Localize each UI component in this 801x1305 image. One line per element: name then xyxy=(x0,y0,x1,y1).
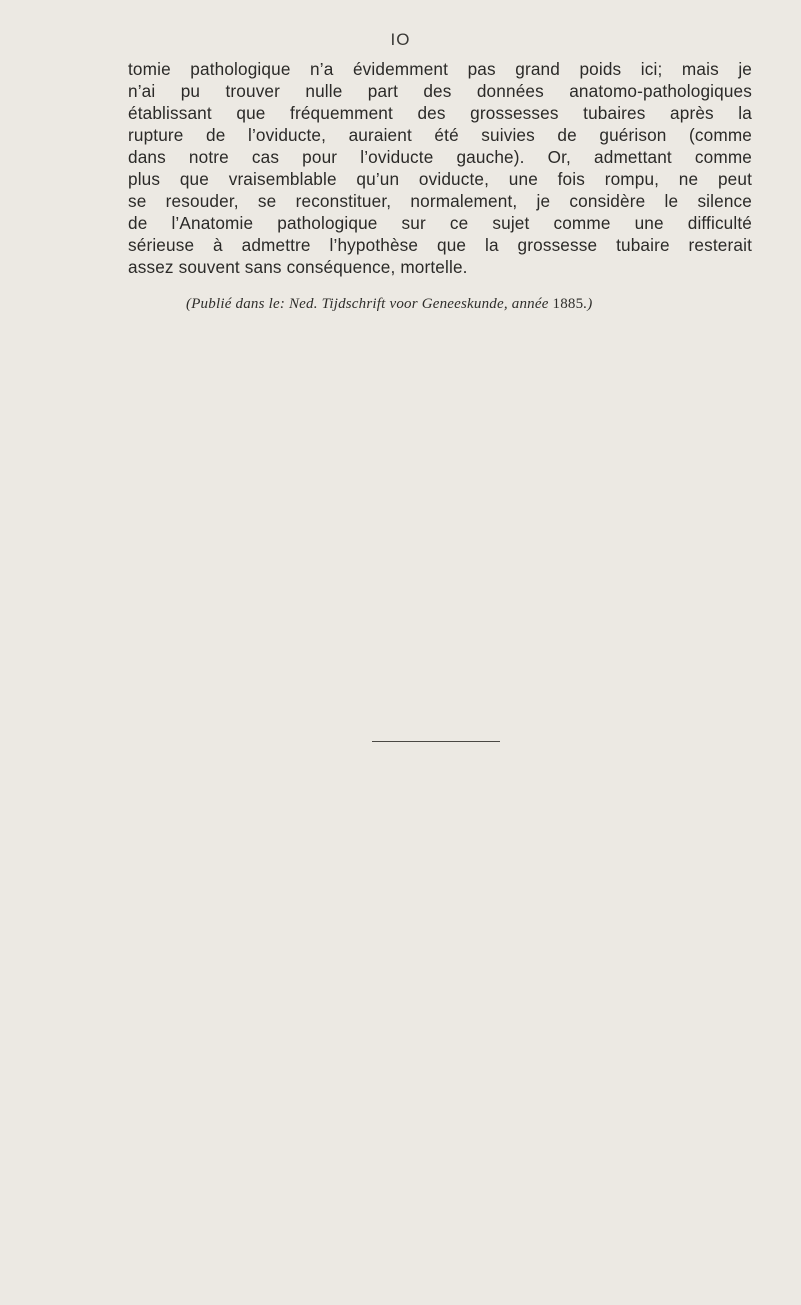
text-line: établissant que fréquemment des grossesses tubaires après la xyxy=(128,103,752,123)
text-line: rupture de l’oviducte, auraient été suivies de guérison (comme xyxy=(128,125,752,145)
text-line: se resouder, se reconstituer, normalement, je considère le silence xyxy=(128,191,752,211)
body-paragraph xyxy=(128,58,752,278)
text-line: dans notre cas pour l’oviducte gauche). Or, admettant comme xyxy=(128,147,752,167)
citation-suffix: .) xyxy=(583,296,593,312)
text-line: tomie pathologique n’a évidemment pas grand poids ici; mais je xyxy=(128,59,752,79)
publication-citation xyxy=(186,296,746,313)
citation-prefix: (Publié dans le: Ned. Tijdschrift voor Geneeskunde, année xyxy=(186,296,553,312)
citation-year: 1885 xyxy=(552,296,584,312)
text-line: de l’Anatomie pathologique sur ce sujet comme une difficulté xyxy=(128,213,752,233)
page-number: IO xyxy=(390,30,411,49)
text-line: sérieuse à admettre l’hypothèse que la grossesse tubaire resterait xyxy=(128,235,752,255)
text-line: n’ai pu trouver nulle part des données anatomo-pathologiques xyxy=(128,81,752,101)
text-line: plus que vraisemblable qu’un oviducte, une fois rompu, ne peut xyxy=(128,169,752,189)
horizontal-rule xyxy=(372,741,500,742)
text-line: assez souvent sans conséquence, mortelle. xyxy=(128,257,468,277)
